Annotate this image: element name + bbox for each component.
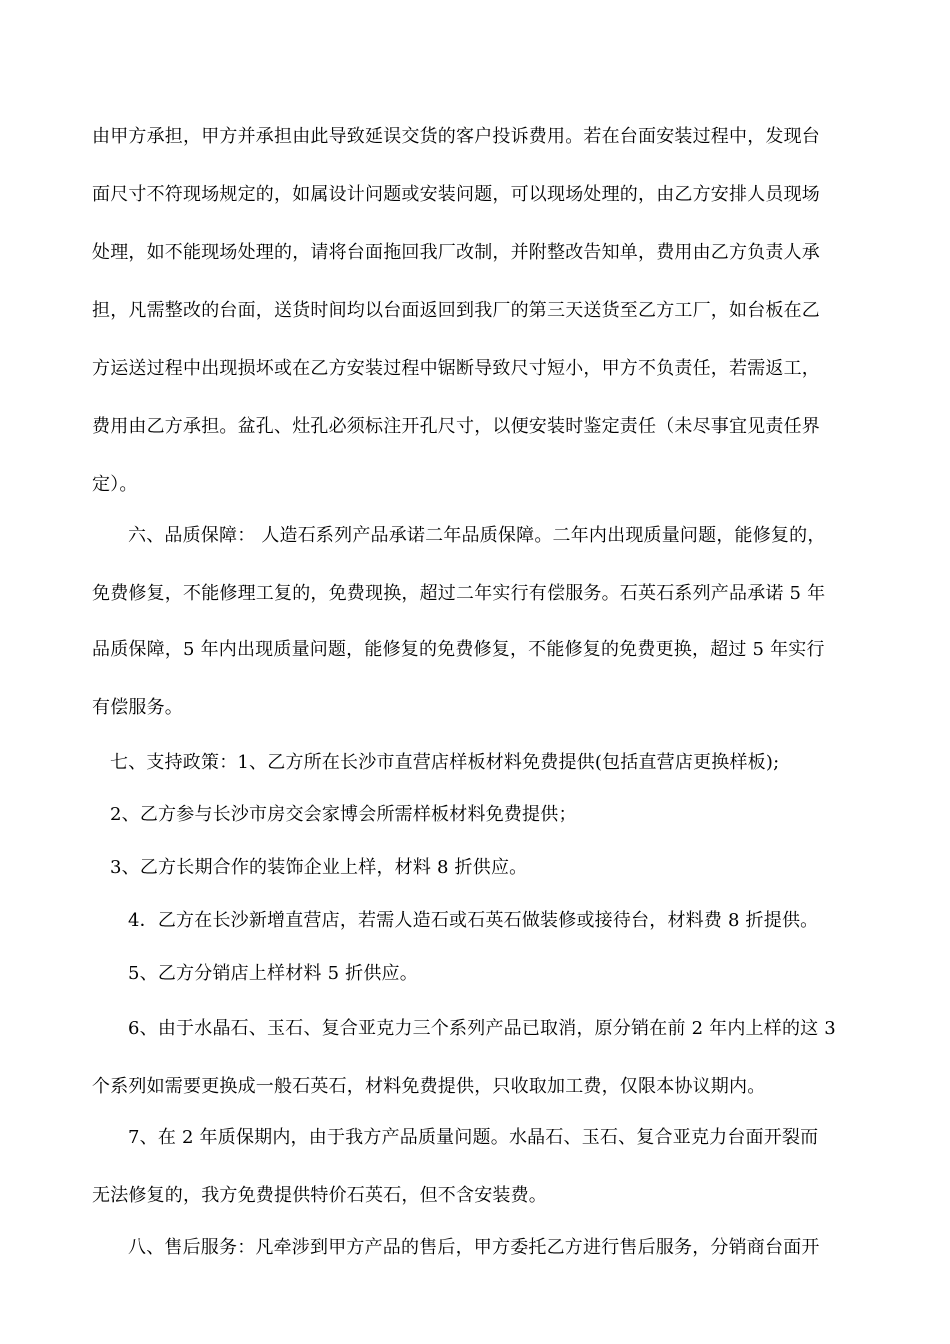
list-item: 3、乙方长期合作的装饰企业上样，材料 8 折供应。	[110, 857, 528, 878]
paragraph-line: 处理，如不能现场处理的，请将台面拖回我厂改制，并附整改告知单，费用由乙方负责人承	[92, 242, 820, 263]
list-item: 2、乙方参与长沙市房交会家博会所需样板材料免费提供；	[110, 804, 577, 825]
paragraph-line: 由甲方承担，甲方并承担由此导致延误交货的客户投诉费用。若在台面安装过程中，发现台	[92, 126, 820, 147]
list-item: 6、由于水晶石、玉石、复合亚克力三个系列产品已取消，原分销在前 2 年内上样的这 3	[128, 1018, 836, 1039]
section-seven-heading: 七、支持政策：1、乙方所在长沙市直营店样板材料免费提供(包括直营店更换样板);	[110, 752, 780, 773]
paragraph-line: 有偿服务。	[92, 697, 183, 718]
list-item: 5、乙方分销店上样材料 5 折供应。	[128, 963, 418, 984]
paragraph-line: 面尺寸不符现场规定的，如属设计问题或安装问题，可以现场处理的，由乙方安排人员现场	[92, 184, 820, 205]
paragraph-line: 个系列如需要更换成一般石英石，材料免费提供，只收取加工费，仅限本协议期内。	[92, 1076, 766, 1097]
paragraph-line: 费用由乙方承担。盆孔、灶孔必须标注开孔尺寸，以便安装时鉴定责任（未尽事宜见责任界	[92, 416, 820, 437]
list-item: 7、在 2 年质保期内，由于我方产品质量问题。水晶石、玉石、复合亚克力台面开裂而	[128, 1127, 819, 1148]
paragraph-line: 方运送过程中出现损坏或在乙方安装过程中锯断导致尺寸短小，甲方不负责任，若需返工，	[92, 358, 820, 379]
paragraph-line: 免费修复，不能修理工复的，免费现换，超过二年实行有偿服务。石英石系列产品承诺 5 年	[92, 583, 826, 604]
paragraph-line: 无法修复的，我方免费提供特价石英石，但不含安装费。	[92, 1185, 547, 1206]
section-six-heading: 六、品质保障： 人造石系列产品承诺二年品质保障。二年内出现质量问题，能修复的，	[128, 525, 826, 546]
section-eight-heading: 八、售后服务：凡牵涉到甲方产品的售后，甲方委托乙方进行售后服务，分销商台面开	[128, 1237, 820, 1258]
paragraph-line: 担，凡需整改的台面，送货时间均以台面返回到我厂的第三天送货至乙方工厂，如台板在乙	[92, 300, 820, 321]
list-item: 4．乙方在长沙新增直营店，若需人造石或石英石做装修或接待台，材料费 8 折提供。	[128, 910, 819, 931]
paragraph-line: 定）。	[92, 474, 138, 495]
paragraph-line: 品质保障，5 年内出现质量问题，能修复的免费修复，不能修复的免费更换，超过 5 年实行	[92, 639, 825, 660]
